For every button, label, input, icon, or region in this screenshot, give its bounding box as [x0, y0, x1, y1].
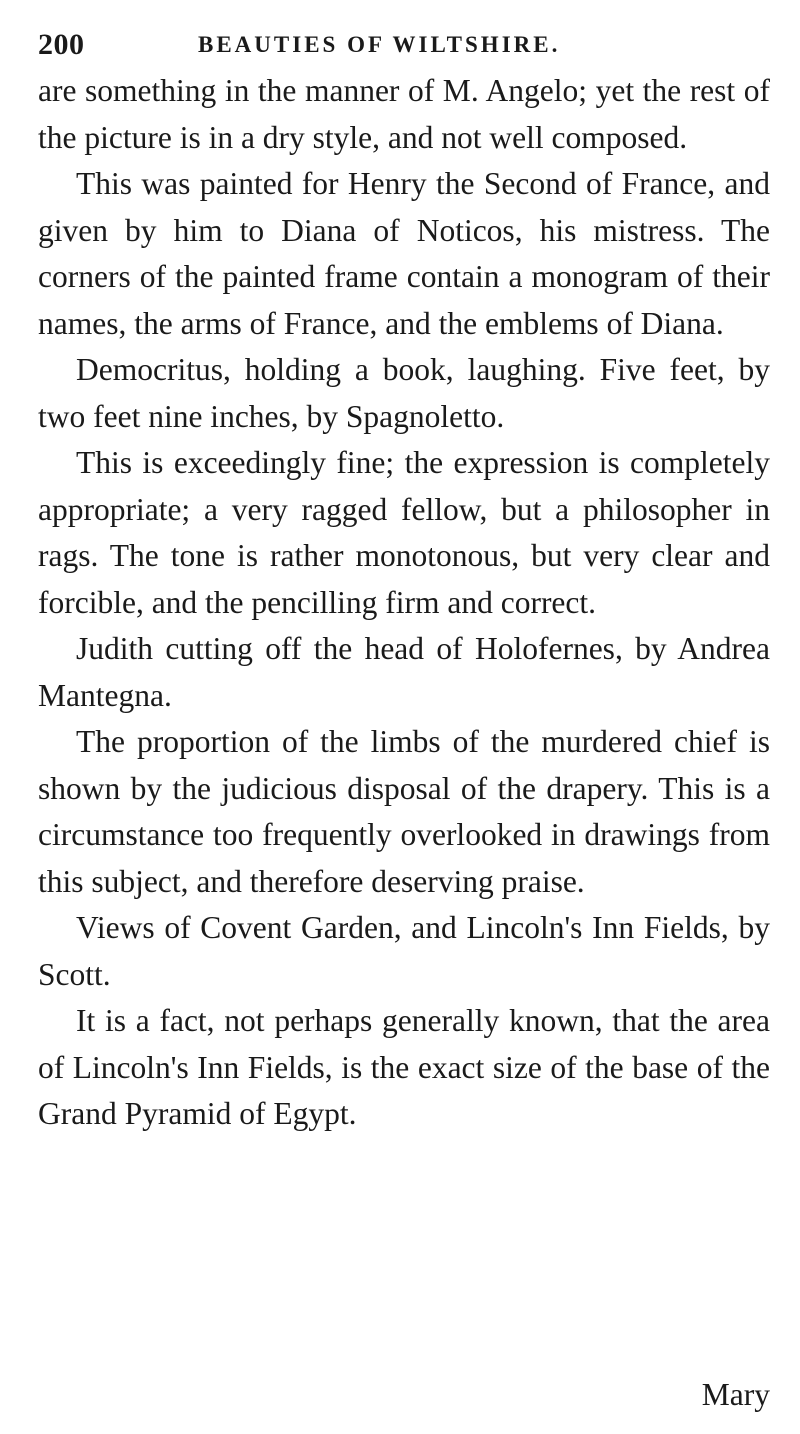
paragraph-covent-garden: Views of Covent Garden, and Lincoln's Inn Fields, by Scott.: [38, 910, 770, 992]
running-title: BEAUTIES OF WILTSHIRE.: [198, 32, 561, 57]
book-page: [38, 28, 770, 1138]
paragraph-continuation: are something in the manner of M. Angelo; yet the rest of the picture is in a dry style, and not well composed.: [38, 73, 770, 155]
running-head: [38, 28, 770, 68]
body-text: [38, 68, 770, 1138]
paragraph-judith: Judith cutting off the head of Holofernes, by Andrea Mantegna.: [38, 631, 770, 713]
paragraph-henry-second: This was painted for Henry the Second of France, and given by him to Diana of Noticos, his mistress. The corners of the painted frame contain a monogram of their names, the arms of France, and the emblems of Diana.: [38, 166, 770, 341]
page-number: 200: [38, 28, 85, 61]
paragraph-judith-critique: The proportion of the limbs of the murdered chief is shown by the judicious disposal of the drapery. This is a circumstance too frequently overlooked in drawings from this subject, and therefore deserving praise.: [38, 724, 770, 899]
paragraph-lincolns-inn: It is a fact, not perhaps generally known, that the area of Lincoln's Inn Fields, is the exact size of the base of the Grand Pyramid of Egypt.: [38, 1003, 770, 1131]
paragraph-democritus-critique: This is exceedingly fine; the expression is completely appropriate; a very ragged fellow, but a philosopher in rags. The tone is rather monotonous, but very clear and forcible, and the pencilling firm and correct.: [38, 445, 770, 620]
paragraph-democritus: Democritus, holding a book, laughing. Five feet, by two feet nine inches, by Spagnoletto.: [38, 352, 770, 434]
catchword: Mary: [701, 1377, 770, 1412]
